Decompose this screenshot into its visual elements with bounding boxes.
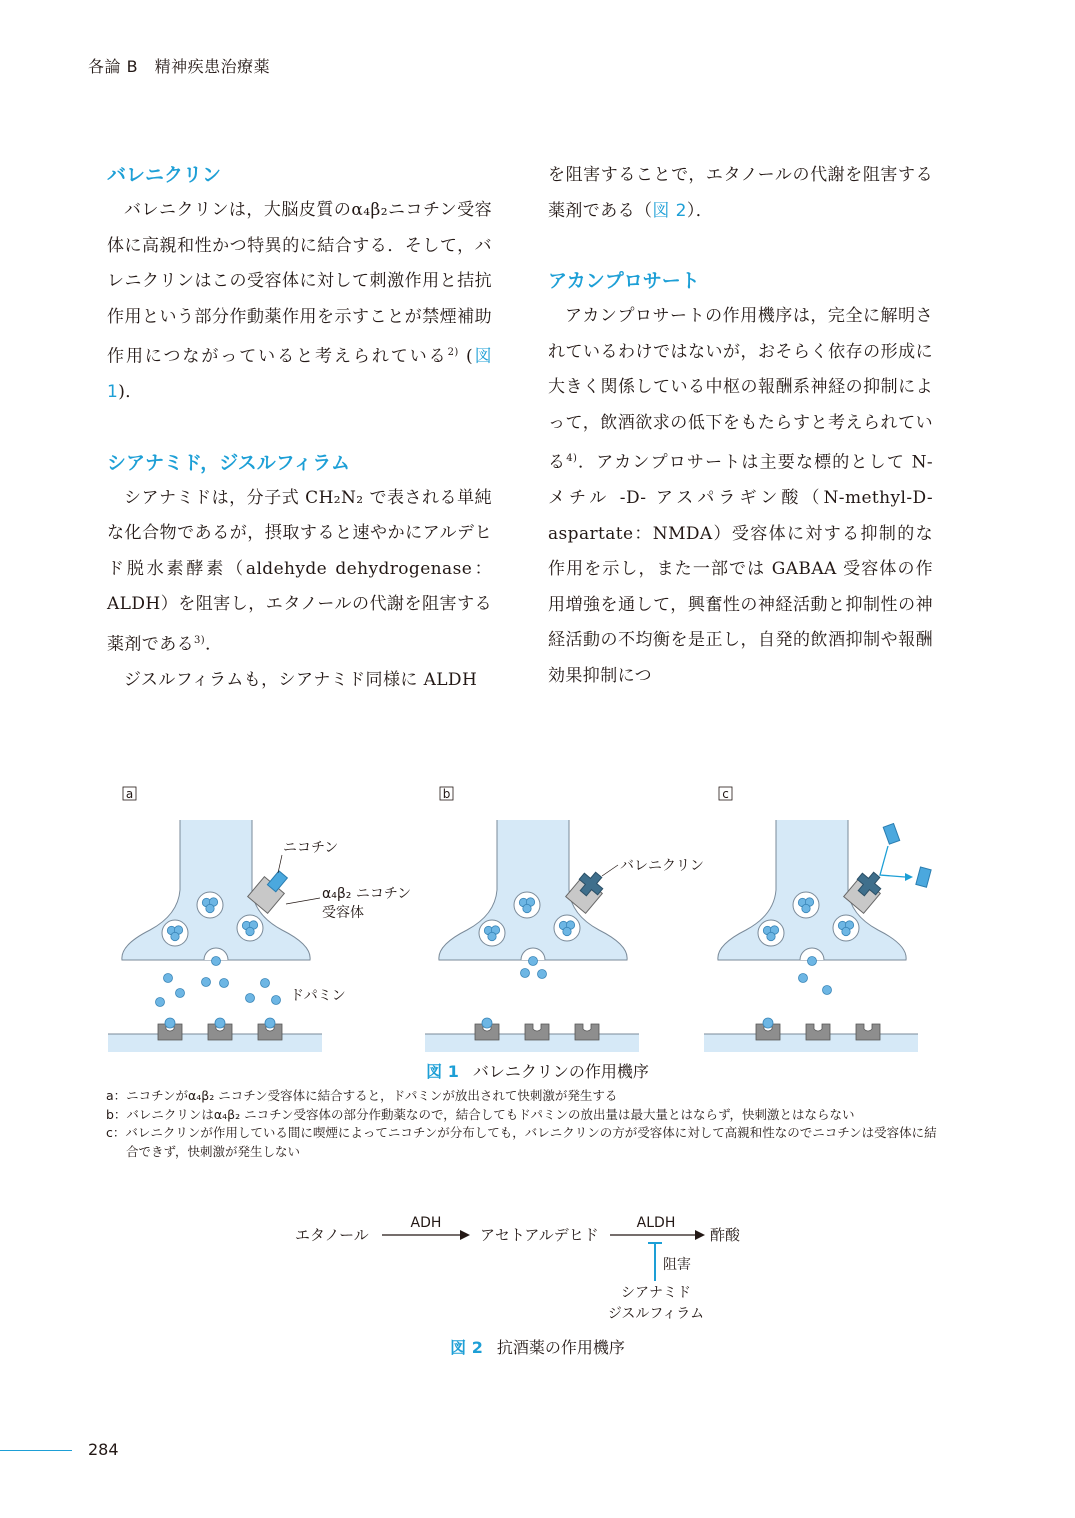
deflection-arrow-icon	[880, 846, 905, 877]
legend-item-c: c：バレニクリンが作用している間に喫煙によってニコチンが分布しても，バレニクリンの方が受容体に対して高親和性なのでニコチンは受容体に結合できず，快刺激が発生しない	[106, 1125, 937, 1159]
svg-text:c: c	[722, 787, 729, 801]
running-header: 各論 B 精神疾患治療薬	[88, 57, 271, 76]
paragraph-acamprosate-rest: ．アカンプロサートは主要な標的として N- メチル -D- アスパラギン酸（N-methyl-D-aspartate：NMDA）受容体に対する抑制的な作用を示し，また一部では GABAA 受容体の作用増強を通して，興奮性の神経活動と抑制性の神経活動の不均衡を是正し，自発的飲酒抑制や報酬効果抑制につ	[548, 452, 933, 686]
drug-disulfiram: ジスルフィラム	[607, 1306, 705, 1322]
adh-label: ADH	[410, 1215, 442, 1231]
presynaptic-neuron	[122, 820, 310, 960]
figure-2-number: 図 2	[450, 1338, 483, 1357]
figure-2-title: 抗酒薬の作用機序	[496, 1338, 625, 1357]
figure-1-number: 図 1	[426, 1062, 459, 1081]
paragraph-acamprosate	[548, 299, 933, 694]
paragraph-disulfiram-cont	[548, 158, 933, 229]
right-column	[548, 158, 933, 694]
aldh-label: ALDH	[636, 1215, 676, 1231]
paragraph-varenicline-text: バレニクリンは，大脳皮質のα₄β₂ニコチン受容体に高親和性かつ特異的に結合する．そして，バレニクリンはこの受容体に対して刺激作用と拮抗作用という部分作動薬作用を示すことが禁煙補助作用につながっていると考えられている	[107, 200, 492, 367]
section-heading-acamprosate: アカンプロサート	[548, 270, 700, 292]
receptor-label-line1: α₄β₂ ニコチン	[322, 886, 412, 902]
figure-1-diagram	[100, 780, 940, 1060]
paragraph-disulfiram-cont-text: を阻害することで，エタノールの代謝を阻害する薬剤である（	[548, 165, 933, 221]
section-heading-cyanamide: シアナミド，ジスルフィラム	[107, 451, 351, 474]
sentence-end-2: ）．	[686, 200, 714, 221]
arrow-2-icon	[695, 1230, 705, 1240]
varenicline-label: バレニクリン	[620, 858, 704, 874]
svg-text:b: b	[442, 787, 451, 801]
figure-1-title: バレニクリンの作用機序	[472, 1062, 649, 1081]
citation-2: 2)	[447, 347, 459, 358]
panel-c-label	[719, 787, 732, 801]
figure-1-caption	[0, 1059, 1075, 1082]
arrow-1-icon	[460, 1230, 470, 1240]
svg-text:a: a	[125, 787, 134, 801]
panel-b-label	[440, 787, 453, 801]
section-heading-varenicline: バレニクリン	[107, 164, 222, 186]
drug-cyanamide: シアナミド	[621, 1285, 691, 1301]
panel-a-label	[123, 787, 136, 801]
figure-2-diagram	[280, 1205, 800, 1330]
legend-item-a: a：ニコチンがα₄β₂ ニコチン受容体に結合すると，ドパミンが放出されて快刺激が発生する	[106, 1088, 618, 1103]
panel-a	[108, 820, 411, 1052]
footer-rule	[0, 1450, 72, 1451]
paren-open: (	[458, 346, 474, 367]
figure-2-caption	[0, 1335, 1075, 1358]
citation-3: 3)	[194, 634, 206, 646]
paragraph-cyanamide	[107, 481, 492, 663]
sentence-end: ．	[205, 634, 223, 655]
inhibition-bar-icon	[648, 1243, 662, 1281]
figure-2-reference[interactable]: 図 2	[652, 200, 687, 221]
panel-c	[704, 820, 931, 1052]
paren-close: )．	[118, 382, 143, 403]
ethanol-label: エタノール	[295, 1226, 369, 1244]
page-number: 284	[88, 1440, 119, 1459]
paragraph-acamprosate-text: アカンプロサートの作用機序は，完全に解明されているわけではないが，おそらく依存の形成に大きく関係している中枢の報酬系神経の抑制によって，飲酒欲求の低下をもたらすと考えられている	[548, 306, 933, 473]
panel-b	[425, 820, 704, 1052]
nicotine-blocked-2	[916, 867, 931, 887]
dopamine-released	[156, 957, 281, 1007]
left-column	[107, 158, 492, 698]
paragraph-cyanamide-text: シアナミドは，分子式 CH₂N₂ で表される単純な化合物であるが，摂取すると速やかにアルデヒド脱水素酵素（aldehyde dehydrogenase：ALDH）を阻害し，エタノールの代謝を阻害する薬剤である	[107, 487, 492, 655]
acetic-acid-label: 酢酸	[710, 1226, 741, 1244]
paragraph-disulfiram: ジスルフィラムも，シアナミド同様に ALDH	[124, 669, 478, 690]
figure-1-legend	[106, 1087, 946, 1161]
paragraph-varenicline	[107, 193, 492, 411]
figure-1-reference[interactable]: 図 1	[107, 346, 493, 403]
nicotine-blocked-1	[883, 823, 899, 844]
inhibit-label: 阻害	[663, 1257, 691, 1273]
nicotine-label: ニコチン	[283, 840, 339, 856]
citation-4: 4)	[566, 453, 578, 464]
acetaldehyde-label: アセトアルデヒド	[480, 1226, 599, 1244]
dopamine-label: ドパミン	[290, 988, 346, 1004]
receptor-label-line2: 受容体	[322, 905, 364, 921]
legend-item-b: b：バレニクリンはα₄β₂ ニコチン受容体の部分作動薬なので，結合してもドパミンの放出量は最大量とはならず，快刺激とはならない	[106, 1106, 855, 1122]
